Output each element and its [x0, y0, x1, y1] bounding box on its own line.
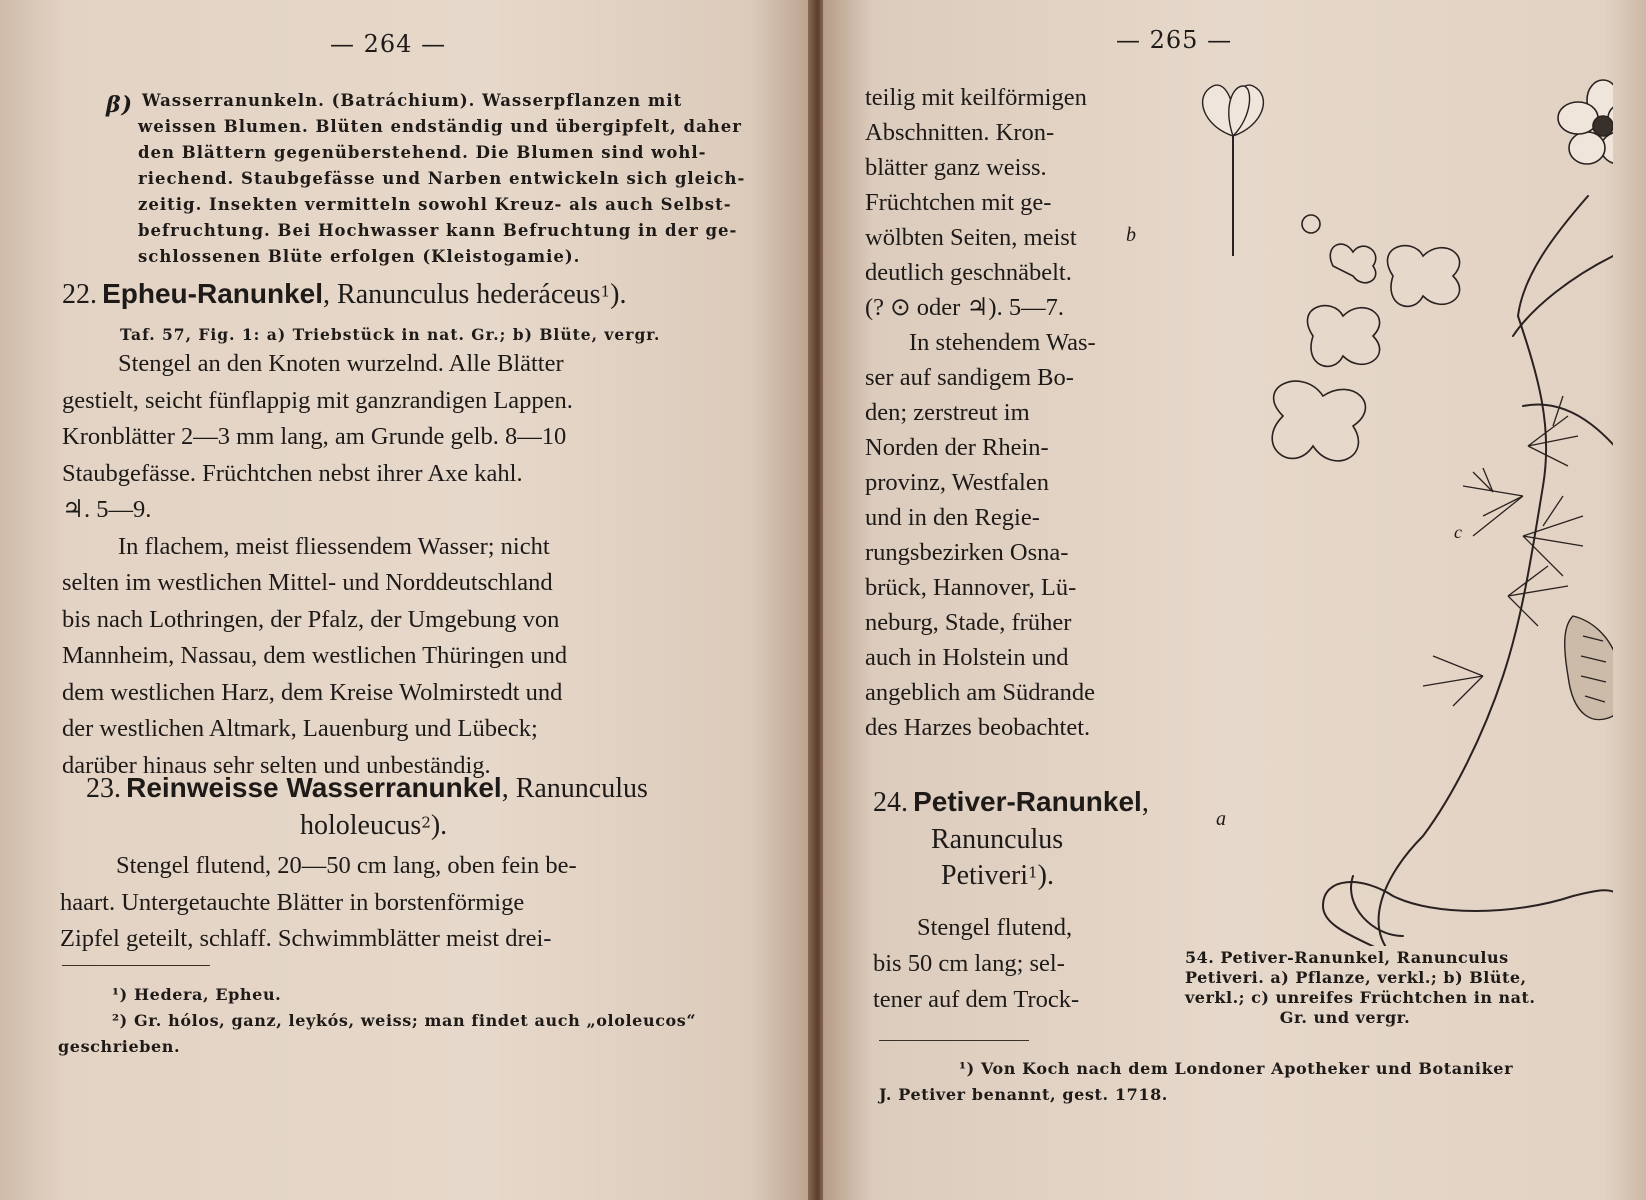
footnotes	[58, 982, 718, 1060]
text-line: Früchtchen mit ge-	[865, 189, 1052, 216]
figure-caption	[1185, 948, 1536, 1028]
text-line: angeblich am Südrande	[865, 679, 1095, 706]
section-marker: β)	[106, 92, 134, 118]
text-line: gestielt, seicht fünflappig mit ganzrandigen Lappen.	[62, 386, 573, 414]
footnote: J. Petiver benannt, gest. 1718.	[879, 1085, 1168, 1104]
plate-reference: Taf. 57, Fig. 1: a) Triebstück in nat. Gr.; b) Blüte, vergr.	[120, 325, 661, 344]
text-line: dem westlichen Harz, dem Kreise Wolmirstedt und	[62, 678, 563, 706]
plant-root	[1323, 882, 1613, 946]
footnote: ¹) Von Koch nach dem Londoner Apotheker und Botaniker	[959, 1059, 1514, 1078]
species-heading	[62, 278, 626, 311]
species-name: Petiver-Ranunkel	[913, 786, 1142, 817]
text-line: Stengel flutend,	[917, 914, 1073, 941]
left-page	[0, 0, 815, 1200]
footnote-ref: 1	[1028, 863, 1038, 882]
text-line: haart. Untergetauchte Blätter in borstenförmige	[60, 888, 525, 916]
species-latin: hololeucus	[300, 810, 422, 841]
text-line: Wasserranunkeln. (Batráchium). Wasserpflanzen mit	[142, 91, 683, 110]
heading-close: ).	[1037, 860, 1054, 891]
text-line: Stengel an den Knoten wurzelnd. Alle Blätter	[118, 350, 564, 377]
caption-line: Gr. und vergr.	[1279, 1008, 1411, 1027]
caption-line: 54. Petiver-Ranunkel, Ranunculus	[1185, 948, 1509, 967]
caption-line: verkl.; c) unreifes Früchtchen in nat.	[1185, 988, 1536, 1007]
text-line: weissen Blumen. Blüten endständig und übergipfelt, daher	[138, 117, 742, 136]
footnote: ¹) Hedera, Epheu.	[112, 985, 282, 1004]
text-line: brück, Hannover, Lü-	[865, 574, 1077, 601]
continued-text	[865, 80, 1187, 745]
text-line: In flachem, meist fliessendem Wasser; nicht	[118, 532, 550, 560]
footnote-rule	[879, 1040, 1029, 1041]
species-number: 23.	[86, 773, 121, 804]
heading-close: ).	[610, 279, 627, 310]
text-line: des Harzes beobachtet.	[865, 714, 1091, 741]
species-heading	[86, 772, 648, 805]
text-line: Zipfel geteilt, schlaff. Schwimmblätter meist drei-	[60, 925, 552, 952]
fruit-icon	[1565, 616, 1613, 720]
caption-line: Petiveri. a) Pflanze, verkl.; b) Blüte,	[1185, 968, 1527, 987]
figure-label-a: a	[1216, 808, 1226, 830]
species-description	[62, 346, 710, 784]
beta-text	[142, 88, 710, 114]
text-line: und in den Regie-	[865, 504, 1040, 531]
text-line: bis 50 cm lang; sel-	[873, 950, 1065, 977]
text-line: darüber hinaus sehr selten und unbeständig.	[62, 751, 491, 779]
species-name: Reinweisse Wasserranunkel	[126, 772, 502, 803]
species-description	[873, 910, 1175, 1018]
heading-close: ).	[430, 810, 448, 841]
heading-comma: ,	[1141, 787, 1149, 818]
text-line: den; zerstreut im	[865, 399, 1030, 426]
species-heading-cont	[300, 810, 447, 842]
text-line: Mannheim, Nassau, dem westlichen Thüringen und	[62, 642, 568, 669]
plant-stem	[1379, 316, 1547, 946]
text-line: rungsbezirken Osna-	[865, 539, 1069, 566]
species-description	[60, 848, 710, 958]
species-number: 22.	[62, 279, 97, 310]
text-line: wölbten Seiten, meist	[865, 224, 1077, 251]
footnote-ref: 1	[600, 282, 611, 301]
species-name: Epheu-Ranunkel	[102, 278, 324, 309]
footnote: ²) Gr. hólos, ganz, leykós, weiss; man findet auch „ololeucos“	[112, 1011, 697, 1030]
plant-illustration	[1193, 76, 1613, 946]
text-line: deutlich geschnäbelt.	[865, 259, 1072, 286]
footnote: geschrieben.	[58, 1037, 181, 1056]
plant-root	[1351, 876, 1403, 936]
text-line: Staubgefässe. Früchtchen nebst ihrer Axe kahl.	[62, 459, 523, 487]
text-line: selten im westlichen Mittel- und Norddeutschland	[62, 569, 553, 596]
species-heading	[873, 786, 1149, 819]
text-line: auch in Holstein und	[865, 644, 1069, 671]
flower-b-icon	[1203, 85, 1264, 256]
text-line: In stehendem Was-	[909, 329, 1096, 356]
flower-stalk	[1518, 196, 1588, 316]
text-line: riechend. Staubgefässe und Narben entwickeln sich gleich-	[138, 169, 746, 188]
text-line: Norden der Rhein-	[865, 434, 1049, 461]
text-line: tener auf dem Trock-	[873, 986, 1080, 1013]
species-heading-cont	[941, 860, 1054, 892]
text-line: ser auf sandigem Bo-	[865, 364, 1074, 391]
text-line: neburg, Stade, früher	[865, 609, 1072, 636]
footnotes	[879, 1056, 1559, 1108]
text-line: provinz, Westfalen	[865, 469, 1049, 496]
species-latin: Ranunculus	[931, 824, 1064, 855]
species-latin: , Ranunculus hederáceus	[323, 279, 601, 310]
text-line: Stengel flutend, 20—50 cm lang, oben fein be-	[116, 852, 577, 879]
text-line: den Blättern gegenüberstehend. Die Blumen sind wohl-	[138, 143, 707, 162]
text-line: bis nach Lothringen, der Pfalz, der Umgebung von	[62, 605, 560, 633]
text-line: (? ⊙ oder ♃). 5—7.	[865, 294, 1064, 321]
text-line: befruchtung. Bei Hochwasser kann Befruchtung in der ge-	[138, 221, 738, 240]
species-latin: , Ranunculus	[501, 773, 648, 804]
footnote-ref: 2	[421, 813, 431, 832]
text-line: schlossenen Blüte erfolgen (Kleistogamie).	[138, 247, 581, 266]
text-line: blätter ganz weiss.	[865, 154, 1047, 181]
text-line: ♃. 5—9.	[62, 496, 152, 523]
text-line: Abschnitten. Kron-	[865, 119, 1055, 146]
figure-label-c: c	[1454, 522, 1462, 542]
flower-icon	[1558, 80, 1613, 164]
figure-label-b: b	[1126, 224, 1136, 246]
text-line: der westlichen Altmark, Lauenburg und Lübeck;	[62, 715, 538, 742]
beta-text-cont	[138, 114, 746, 270]
leaf-icon	[1272, 244, 1459, 461]
page-number: — 265 —	[1116, 26, 1233, 54]
footnote-rule	[62, 965, 210, 966]
text-line: zeitig. Insekten vermitteln sowohl Kreuz- als auch Selbst-	[138, 195, 732, 214]
text-line: Kronblätter 2—3 mm lang, am Grunde gelb. 8—10	[62, 423, 567, 450]
flower-stalk	[1513, 256, 1613, 336]
species-latin: Petiveri	[941, 860, 1029, 891]
right-page	[823, 0, 1646, 1200]
species-number: 24.	[873, 787, 908, 818]
text-line: teilig mit keilförmigen	[865, 84, 1087, 111]
page-number: — 264 —	[330, 30, 447, 58]
submerged-leaf-icon	[1423, 396, 1583, 706]
